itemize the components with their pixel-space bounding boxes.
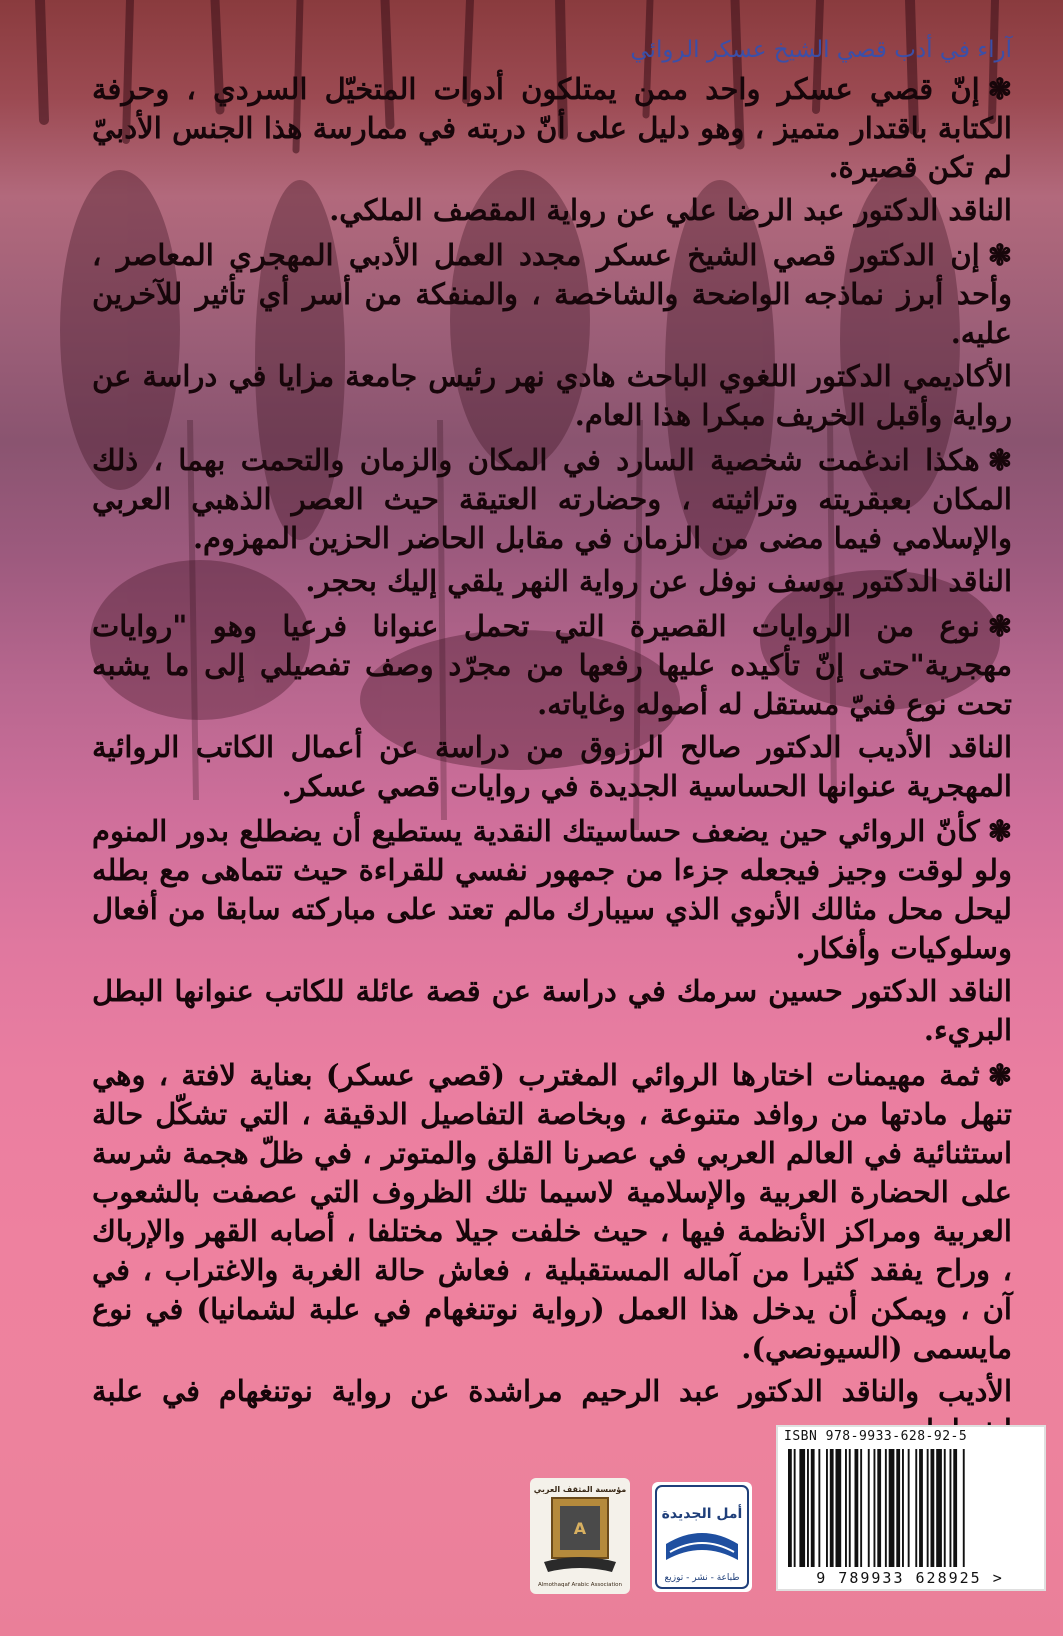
flower-bullet-icon: ❃ [987,609,1012,643]
quote-4 [92,607,1012,724]
barcode-bar [963,1449,965,1567]
page-heading: آراء في أدب قصي الشيخ عسكر الروائي [630,37,1012,63]
barcode-bar [818,1449,820,1567]
flower-bullet-icon: ❃ [987,814,1012,848]
barcode-bar [868,1449,870,1567]
quote-text: نوع من الروايات القصيرة التي تحمل عنوانا فرعيا وهو "روايات مهجرية"حتى إنّ تأكيده عليها رفعها من مجرّد وصف تفصيلي إلى ما يشبه تحت نوع فنيّ مستقل له أصوله وغاياته. [92,609,1012,721]
barcode-bar [902,1449,904,1567]
quote-text: ثمة مهيمنات اختارها الروائي المغترب (قصي عسكر) بعناية لافتة ، وهي تنهل مادتها من روافد متنوعة ، وبخاصة التفاصيل الدقيقة ، التي تشكّل حالة استثنائية في العالم العربي في عصرنا القلق والمتوتر ، في ظلّ هجمة شرسة على الحضارة العربية والإسلامية لاسيما تلك الظروف التي عصفت بالشعوب العربية ومراكز الأنظمة فيها ، حيث خلفت جيلا مختلفا ، أصابه القهر والإرباك ، وراح يفقد كثيرا من آماله المستقبلية ، فعاش حالة الغربة والاغتراب ، في آن ، ويمكن أن يدخل هذا العمل (رواية نوتنغهام في علبة لشمانيا) في نوع مايسمى (السيونصي). [92,1058,1012,1365]
barcode-bar [849,1449,851,1567]
quote-credit: الأديب والناقد الدكتور عبد الرحيم مراشدة عن رواية نوتنغهام في علبة [92,1374,1012,1408]
barcode-bar [794,1449,796,1567]
barcode-bar [826,1449,828,1567]
publisher-logo-muthaqaf [530,1478,630,1594]
quote-3 [92,441,1012,558]
flower-bullet-icon: ❃ [987,238,1012,272]
barcode-bar [807,1449,809,1567]
barcode-bar [889,1449,895,1567]
isbn-label: ISBN 978-9933-628-92-5 [784,1429,968,1444]
barcode-bar [874,1449,876,1567]
barcode-bar [936,1449,942,1567]
isbn-barcode [776,1425,1046,1591]
svg-text:A: A [573,1519,587,1538]
quote-6 [92,1056,1012,1368]
quote-2 [92,236,1012,353]
quote-credit: الأكاديمي الدكتور اللغوي الباحث هادي نهر رئيس جامعة مزايا في دراسة عن رواية وأقبل الخريف مبكرا هذا العام. [92,359,1012,432]
quote-text: كأنّ الروائي حين يضعف حساسيتك النقدية يستطيع أن يضطلع بدور المنوم ولو لوقت وجيز فيجعله جزءا من جمهور نفسي للقراءة حيث تتماهى مع بطله ليحل محل مثالك الأنوي الذي سيبارك مالم تعتد على مباركته سابقا من أفعال وسلوكيات وأفكار. [92,814,1012,965]
isbn-digits: 9 789933 628925 > [816,1569,1004,1587]
barcode-bar [845,1449,847,1567]
quote-text: هكذا اندغمت شخصية السارد في المكان والزمان والتحمت بهما ، ذلك المكان بعبقريته وتراثيته ، وحضارته العتيقة حيث العصر الذهبي العربي والإسلامي فيما مضى من الزمان في مقابل الحاضر الحزين المهزوم. [92,443,1012,555]
barcode-bar [908,1449,910,1567]
barcode-bar [799,1449,805,1567]
flower-bullet-icon: ❃ [987,443,1012,477]
muthaqaf-name: مؤسسة المثقف العربي [533,1485,627,1494]
barcode-bar [830,1449,834,1567]
quote-text: إن الدكتور قصي الشيخ عسكر مجدد العمل الأدبي المهجري المعاصر ، وأحد أبرز نماذجه الواضحة والشاخصة ، والمنفكة من أسر أي تأثير للآخرين عليه. [92,238,1012,350]
barcode-icon [788,1449,1020,1567]
flower-bullet-icon: ❃ [987,72,1012,106]
barcode-bar [915,1449,917,1567]
barcode-bar [953,1449,957,1567]
barcode-bar [931,1449,935,1567]
review-quotes [92,34,1012,1456]
barcode-bar [860,1449,862,1567]
barcode-bar [944,1449,946,1567]
barcode-bar [877,1449,881,1567]
quote-credit: الناقد الدكتور يوسف نوفل عن رواية النهر يلقي إليك بحجر. [305,564,1012,598]
amal-name: أمل الجديدة [661,1506,743,1522]
barcode-bar [919,1449,923,1567]
barcode-bar [927,1449,929,1567]
barcode-bar [885,1449,887,1567]
barcode-bar [855,1449,859,1567]
book-logo-icon [652,1482,752,1592]
barcode-bar [896,1449,900,1567]
quote-1 [92,70,1012,187]
barcode-bar [811,1449,815,1567]
quote-credit: الناقد الأديب الدكتور صالح الرزوق من دراسة عن أعمال الكاتب الروائية المهجرية عنوانها الحساسية الجديدة في روايات قصي عسكر. [92,730,1012,803]
flower-bullet-icon: ❃ [987,1058,1012,1092]
barcode-bar [950,1449,952,1567]
publisher-logo-amal [652,1482,752,1592]
muthaqaf-latin: Almothaqaf Arabic Association [537,1582,623,1588]
barcode-bar [836,1449,842,1567]
quote-credit: الناقد الدكتور حسين سرمك في دراسة عن قصة عائلة للكاتب عنوانها البطل البريء. [92,974,1012,1047]
barcode-bar [788,1449,792,1567]
quote-text: إنّ قصي عسكر واحد ممن يمتلكون أدوات المتخيّل السردي ، وحرفة الكتابة باقتدار متميز ، وهو دليل على أنّ دربته في ممارسة هذا الجنس الأدبيّ لم تكن قصيرة. [92,72,1012,184]
amal-tagline: طباعة - نشر - توزيع [664,1573,740,1583]
quote-credit: الناقد الدكتور عبد الرضا علي عن رواية المقصف الملكي. [329,193,1012,227]
seal-logo-icon [530,1478,630,1594]
quote-5 [92,812,1012,968]
